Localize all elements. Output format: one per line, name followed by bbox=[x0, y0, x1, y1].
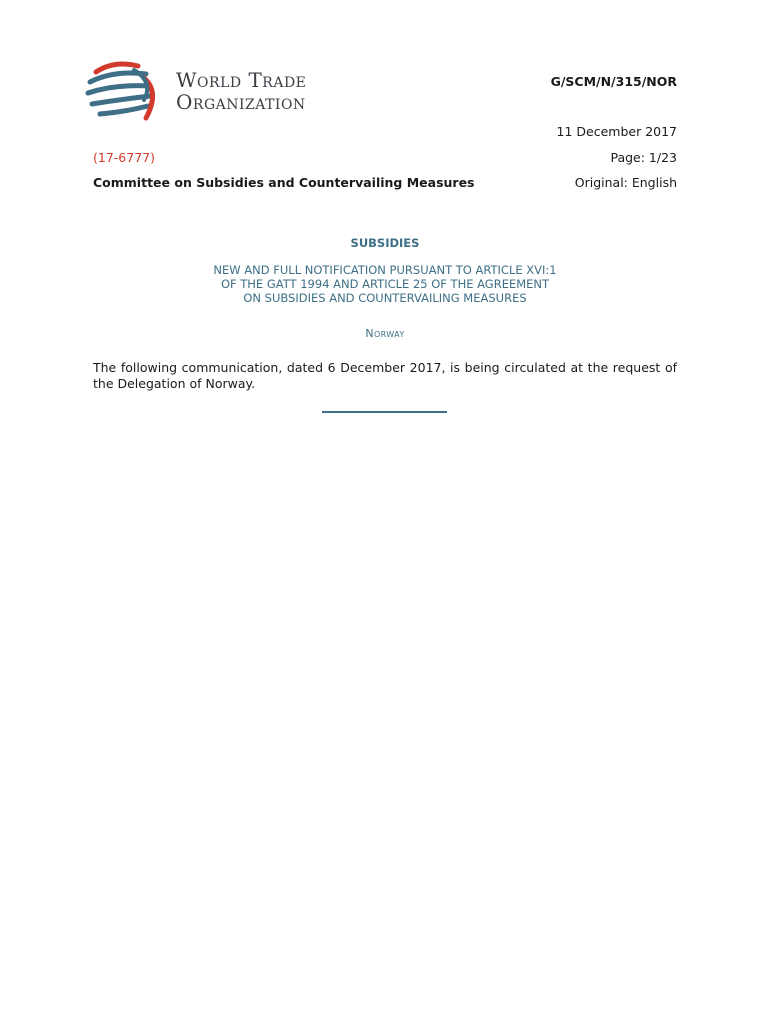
notification-line: NEW AND FULL NOTIFICATION PURSUANT TO ARTICLE XVI:1 bbox=[213, 263, 557, 277]
notification-line: OF THE GATT 1994 AND ARTICLE 25 OF THE AGREEMENT bbox=[220, 277, 550, 291]
member-name: Norway bbox=[365, 327, 405, 340]
wto-logo-text bbox=[176, 70, 306, 114]
logo-text-line2: Organization bbox=[176, 90, 306, 114]
wto-logo bbox=[84, 56, 334, 132]
document-symbol: G/SCM/N/315/NOR bbox=[550, 74, 677, 89]
logo-text-line1: World Trade bbox=[176, 68, 307, 92]
reference-number: (17-6777) bbox=[93, 150, 155, 165]
separator-line bbox=[322, 411, 447, 413]
reference-row bbox=[93, 150, 677, 166]
subject-title: SUBSIDIES bbox=[350, 236, 420, 250]
title-block bbox=[93, 236, 677, 250]
notification-line: ON SUBSIDIES AND COUNTERVAILING MEASURES bbox=[243, 291, 527, 305]
original-language: Original: English bbox=[574, 175, 677, 190]
wto-globe-icon bbox=[84, 56, 174, 132]
member-name-block bbox=[93, 327, 677, 340]
document-date: 11 December 2017 bbox=[556, 124, 677, 139]
date-row bbox=[93, 124, 677, 140]
page-label: Page: 1/23 bbox=[610, 150, 677, 165]
notification-title bbox=[93, 263, 677, 305]
committee-row bbox=[93, 175, 677, 191]
communication-paragraph: The following communication, dated 6 December 2017, is being circulated at the request of the Delegation of Norway. bbox=[93, 360, 677, 391]
committee-name: Committee on Subsidies and Countervailing Measures bbox=[93, 175, 475, 190]
